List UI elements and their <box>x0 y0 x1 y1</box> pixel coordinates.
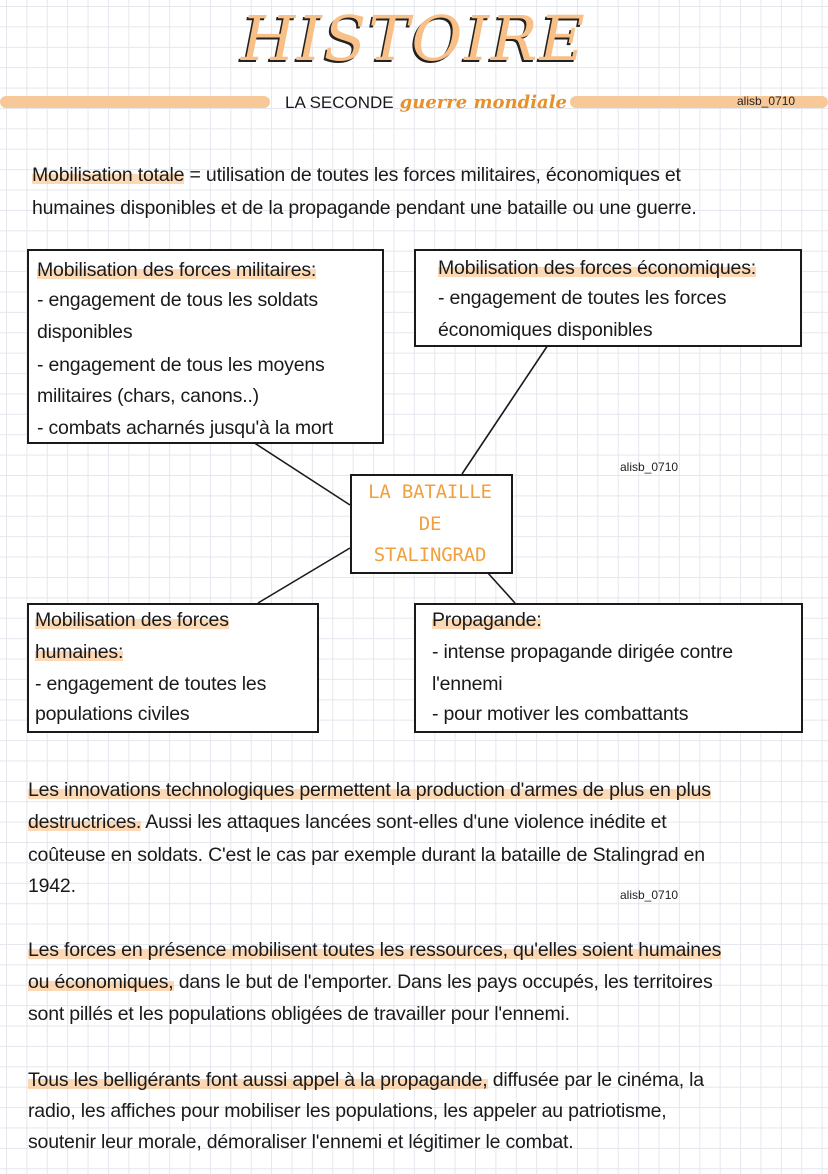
paragraph-3-line <box>28 1067 704 1093</box>
paragraph-3-line: soutenir leur morale, démoraliser l'ennemi et légitimer le combat. <box>28 1131 574 1153</box>
box-human-line: - engagement de toutes les <box>35 673 267 695</box>
intro-term: Mobilisation totale <box>32 164 185 186</box>
subtitle-script: guerre mondiale <box>399 92 567 113</box>
box-propaganda-line: - intense propagande dirigée contre <box>432 641 733 663</box>
box-economic-title: Mobilisation des forces économiques: <box>438 257 756 279</box>
highlight: Les forces en présence mobilisent toutes les ressources, qu'elles soient humaines <box>28 939 722 961</box>
box-propaganda-line: - pour motiver les combattants <box>432 703 689 725</box>
paragraph-3-line: radio, les affiches pour mobiliser les populations, les appeler au patriotisme, <box>28 1100 667 1122</box>
box-human-title: Mobilisation des forces <box>35 609 229 631</box>
box-propaganda-title: Propagande: <box>432 609 542 631</box>
text: dans le but de l'emporter. Dans les pays occupés, les territoires <box>173 971 713 993</box>
intro-line-2: humaines disponibles et de la propagande pendant une bataille ou une guerre. <box>32 197 697 219</box>
box-military-line: disponibles <box>37 321 133 343</box>
center-line: LA BATAILLE <box>368 481 492 503</box>
box-human-line: populations civiles <box>35 703 190 725</box>
watermark: alisb_0710 <box>737 94 796 108</box>
paragraph-1-line: 1942. <box>28 875 76 897</box>
page-title: HISTOIRE <box>241 2 587 75</box>
box-military-line: militaires (chars, canons..) <box>37 385 259 407</box>
box-military-line: - combats acharnés jusqu'à la mort <box>37 417 334 439</box>
center-line: DE <box>418 513 442 535</box>
paragraph-2-line <box>28 937 721 963</box>
box-military-line: - engagement de tous les moyens <box>37 354 325 376</box>
highlight: destructrices. <box>28 811 142 833</box>
highlight: Tous les belligérants font aussi appel à la propagande, <box>28 1069 488 1091</box>
paragraph-1-line: coûteuse en soldats. C'est le cas par exemple durant la bataille de Stalingrad en <box>28 844 705 866</box>
center-line: STALINGRAD <box>373 544 487 566</box>
watermark: alisb_0710 <box>620 460 679 474</box>
highlight: ou économiques, <box>28 971 174 993</box>
paragraph-1-line <box>28 777 711 803</box>
subtitle-plain: LA SECONDE <box>285 93 394 112</box>
box-economic-line: - engagement de toutes les forces <box>438 287 727 309</box>
box-propaganda-line: l'ennemi <box>432 673 503 695</box>
paragraph-2-line <box>28 969 713 995</box>
paragraph-1-line <box>28 809 667 835</box>
paragraph-2-line: sont pillés et les populations obligées de travailler pour l'ennemi. <box>28 1003 570 1025</box>
box-military-line: - engagement de tous les soldats <box>37 289 318 311</box>
box-military-title: Mobilisation des forces militaires: <box>37 259 317 281</box>
box-human-title: humaines: <box>35 641 124 663</box>
highlight: Les innovations technologiques permettent la production d'armes de plus en plus <box>28 779 711 801</box>
watermark: alisb_0710 <box>620 888 679 902</box>
box-economic-line: économiques disponibles <box>438 319 653 341</box>
text: diffusée par le cinéma, la <box>487 1069 704 1091</box>
intro-text: = utilisation de toutes les forces militaires, économiques et <box>184 164 681 186</box>
text: Aussi les attaques lancées sont-elles d'une violence inédite et <box>141 811 667 833</box>
